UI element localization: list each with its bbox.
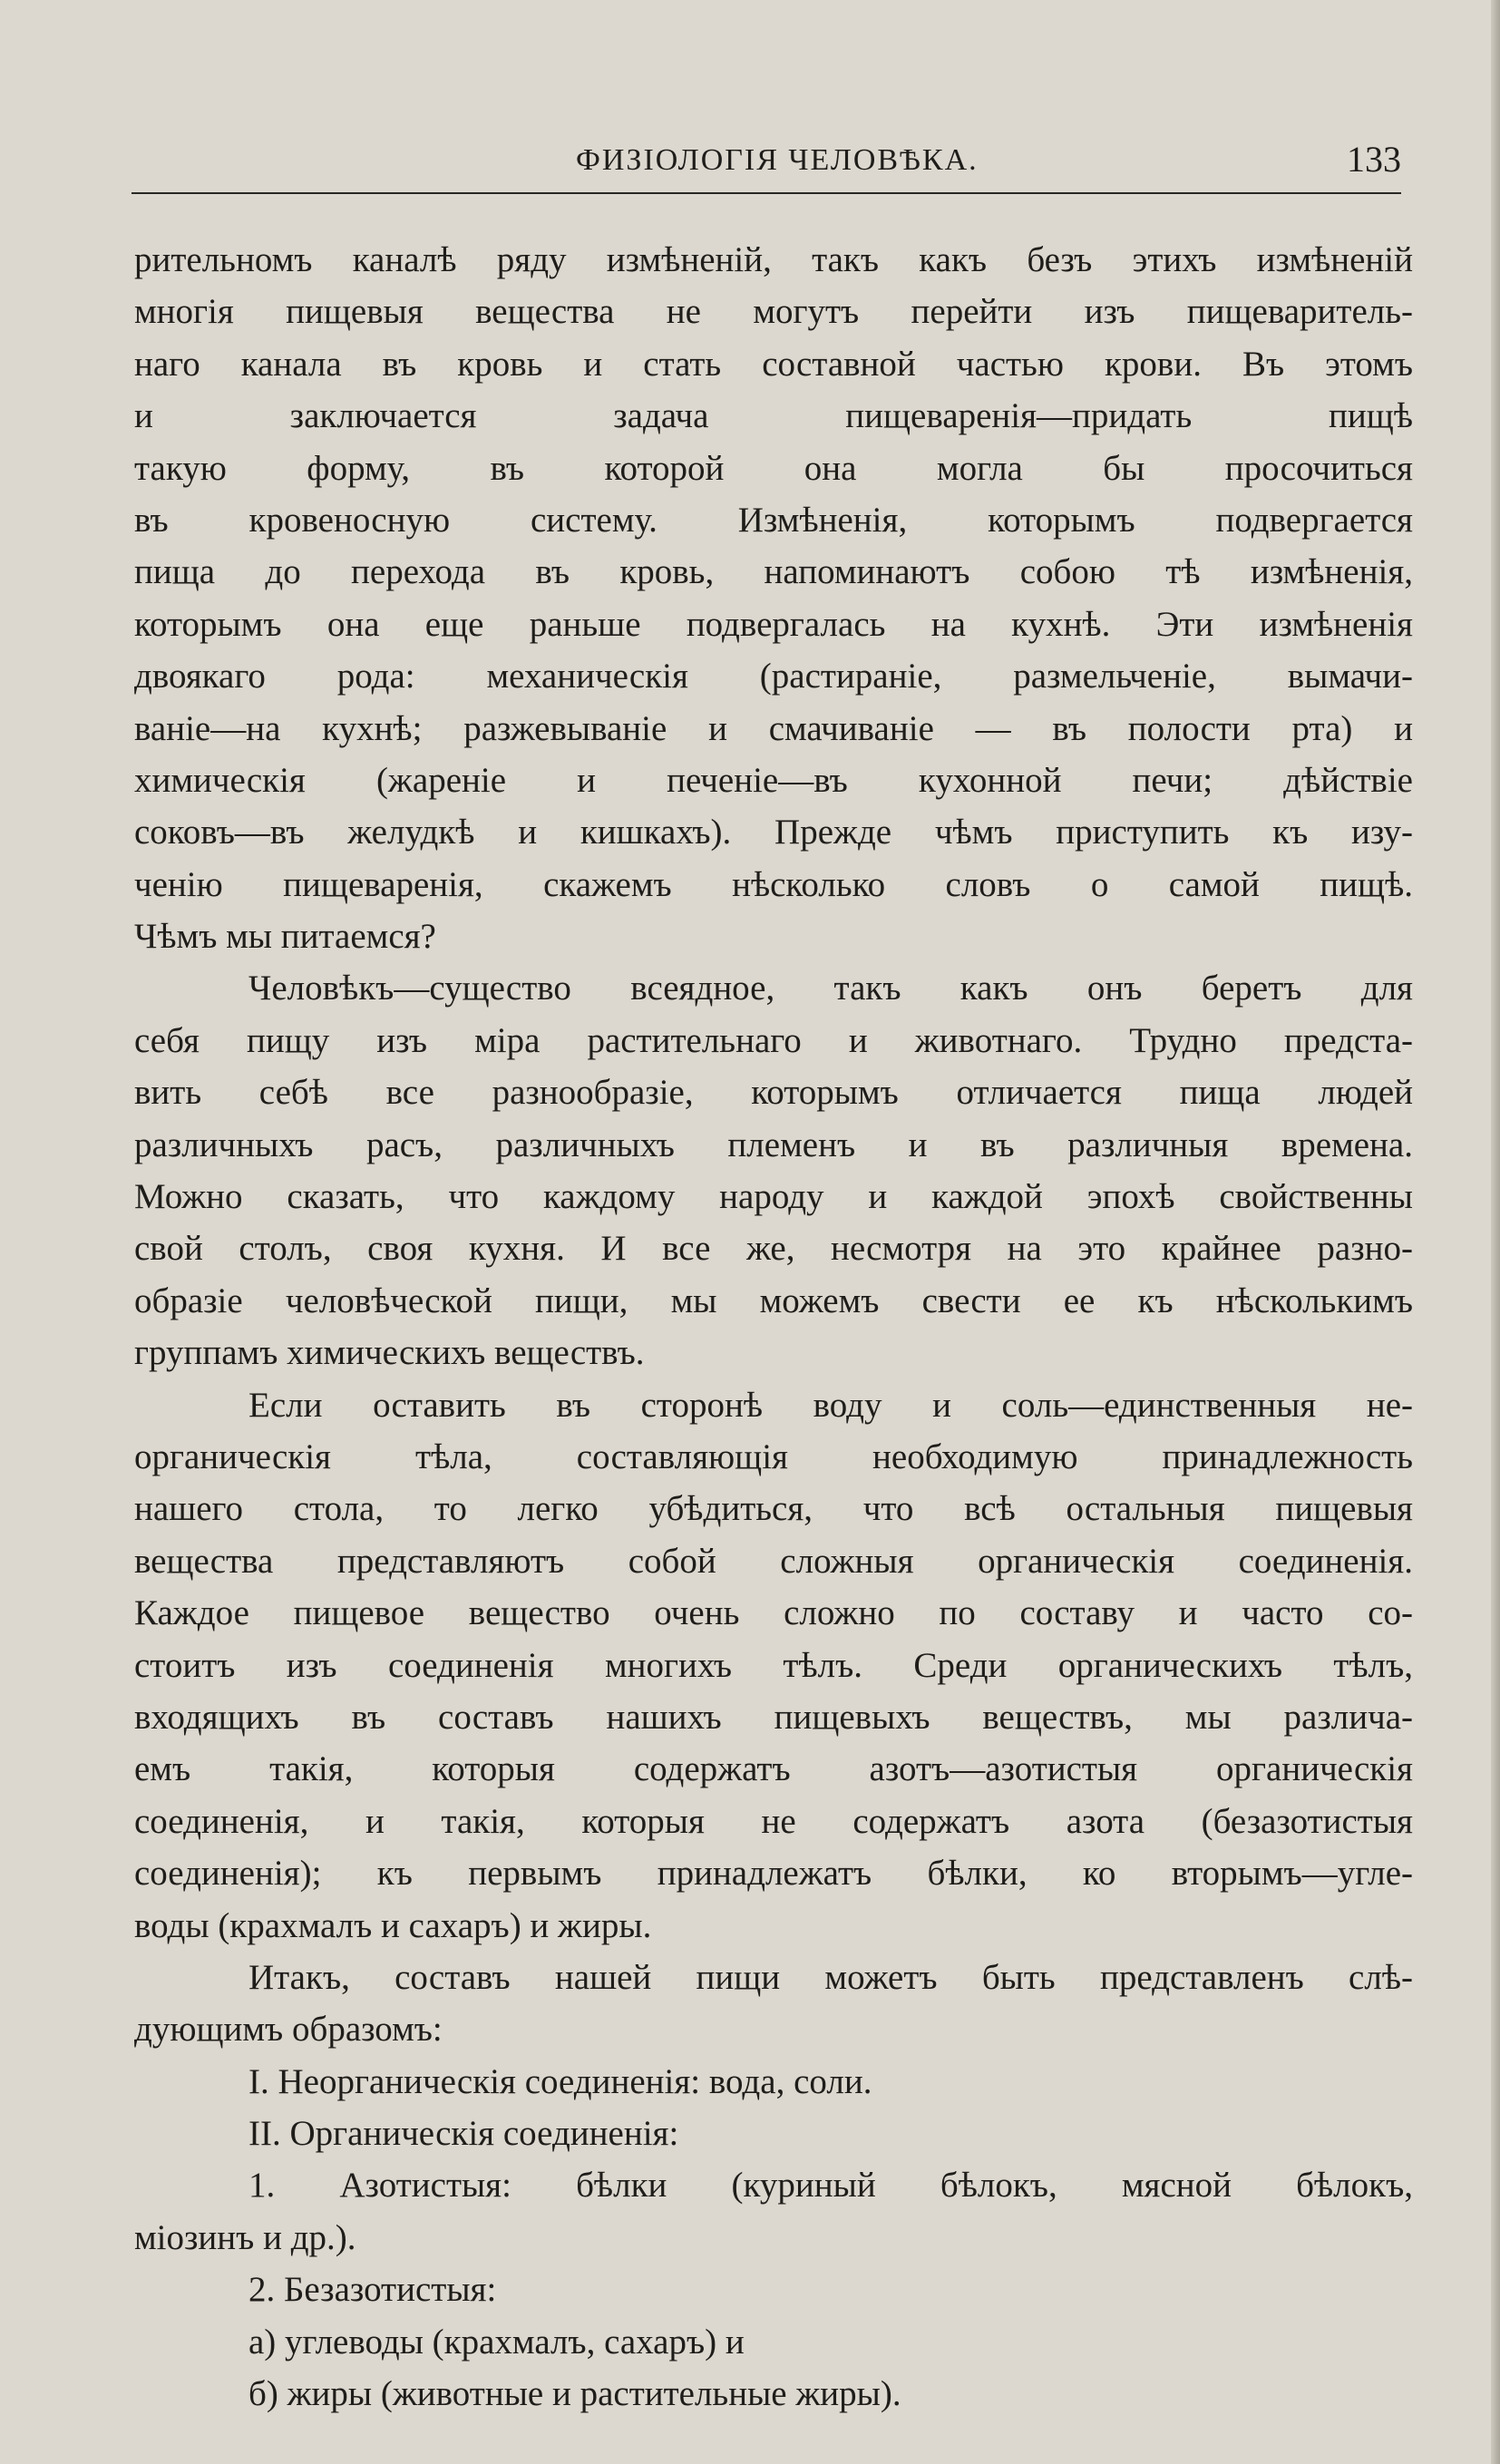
text-line: рительномъ каналѣ ряду измѣненій, такъ какъ безъ этихъ измѣненій (134, 240, 1413, 279)
page-number: 133 (1347, 139, 1401, 180)
text-line: дующимъ образомъ: (134, 2010, 443, 2050)
text-line: которымъ она еще раньше подвергалась на кухнѣ. Эти измѣненія (134, 604, 1413, 644)
page-header (131, 136, 1401, 194)
list-item: II. Органическія соединенія: (248, 2114, 679, 2154)
header-rule (131, 192, 1401, 194)
text-line: Итакъ, составъ нашей пищи можетъ быть представленъ слѣ- (248, 1957, 1413, 1997)
text-line: емъ такія, которыя содержатъ азотъ—азотистыя органическія (134, 1749, 1413, 1789)
text-line: группамъ химическихъ веществъ. (134, 1333, 645, 1373)
text-line: двоякаго рода: механическія (растираніе, размельченіе, вымачи- (134, 657, 1413, 696)
text-line: стоитъ изъ соединенія многихъ тѣлъ. Среди органическихъ тѣлъ, (134, 1645, 1413, 1685)
text-line: такую форму, въ которой она могла бы просочиться (134, 448, 1413, 488)
text-line: вещества представляютъ собой сложныя органическія соединенія. (134, 1541, 1413, 1581)
text-line: соединенія); къ первымъ принадлежатъ бѣлки, ко вторымъ—угле- (134, 1854, 1413, 1894)
text-line: входящихъ въ составъ нашихъ пищевыхъ веществъ, мы различа- (134, 1697, 1413, 1737)
text-line: міозинъ и др.). (134, 2217, 356, 2257)
text-line: ваніе—на кухнѣ; разжевываніе и смачиваніе — въ полости рта) и (134, 708, 1413, 748)
list-item: 1. Азотистыя: бѣлки (куриный бѣлокъ, мясной бѣлокъ, (248, 2166, 1413, 2206)
text-line: химическія (жареніе и печеніе—въ кухонной печи; дѣйствіе (134, 760, 1413, 800)
text-line: Каждое пищевое вещество очень сложно по составу и часто со- (134, 1593, 1413, 1633)
running-title: ФИЗIОЛОГIЯ ЧЕЛОВѢКА. (576, 143, 979, 177)
text-line: Если оставить въ сторонѣ воду и соль—единственныя не- (248, 1385, 1413, 1425)
text-line: Чѣмъ мы питаемся? (134, 917, 436, 957)
page-edge (1491, 0, 1500, 2464)
text-line: соковъ—въ желудкѣ и кишкахъ). Прежде чѣмъ приступить къ изу- (134, 813, 1413, 852)
text-line: соединенія, и такія, которыя не содержатъ азота (безазотистыя (134, 1801, 1413, 1841)
list-item: I. Неорганическія соединенія: вода, соли. (248, 2061, 872, 2101)
text-line: Человѣкъ—существо всеядное, такъ какъ онъ беретъ для (248, 969, 1413, 1008)
list-item: 2. Безазотистыя: (248, 2270, 497, 2310)
text-line: нашего стола, то легко убѣдиться, что всѣ остальныя пищевыя (134, 1489, 1413, 1529)
text-line: вить себѣ все разнообразіе, которымъ отличается пища людей (134, 1073, 1413, 1113)
text-line: различныхъ расъ, различныхъ племенъ и въ различныя времена. (134, 1125, 1413, 1164)
text-line: многія пищевыя вещества не могутъ перейти изъ пищеваритель- (134, 292, 1413, 332)
text-line: въ кровеносную систему. Измѣненія, которымъ подвергается (134, 500, 1413, 540)
text-line: Можно сказать, что каждому народу и каждой эпохѣ свойственны (134, 1177, 1413, 1217)
text-line: воды (крахмалъ и сахаръ) и жиры. (134, 1905, 652, 1945)
list-item: б) жиры (животные и растительные жиры). (248, 2374, 901, 2414)
text-line: пища до перехода въ кровь, напоминаютъ собою тѣ измѣненія, (134, 552, 1413, 592)
text-line: свой столъ, своя кухня. И все же, несмотря на это крайнее разно- (134, 1229, 1413, 1269)
list-item: а) углеводы (крахмалъ, сахаръ) и (248, 2322, 745, 2362)
text-line: и заключается задача пищеваренія—придать пищѣ (134, 396, 1413, 436)
body-text (134, 234, 1413, 2420)
text-line: себя пищу изъ міра растительнаго и животнаго. Трудно предста- (134, 1020, 1413, 1060)
text-line: наго канала въ кровь и стать составной частью крови. Въ этомъ (134, 344, 1413, 384)
text-line: образіе человѣческой пищи, мы можемъ свести ее къ нѣсколькимъ (134, 1281, 1413, 1320)
text-line: органическія тѣла, составляющія необходимую принадлежность (134, 1437, 1413, 1476)
text-line: ченію пищеваренія, скажемъ нѣсколько словъ о самой пищѣ. (134, 864, 1413, 904)
